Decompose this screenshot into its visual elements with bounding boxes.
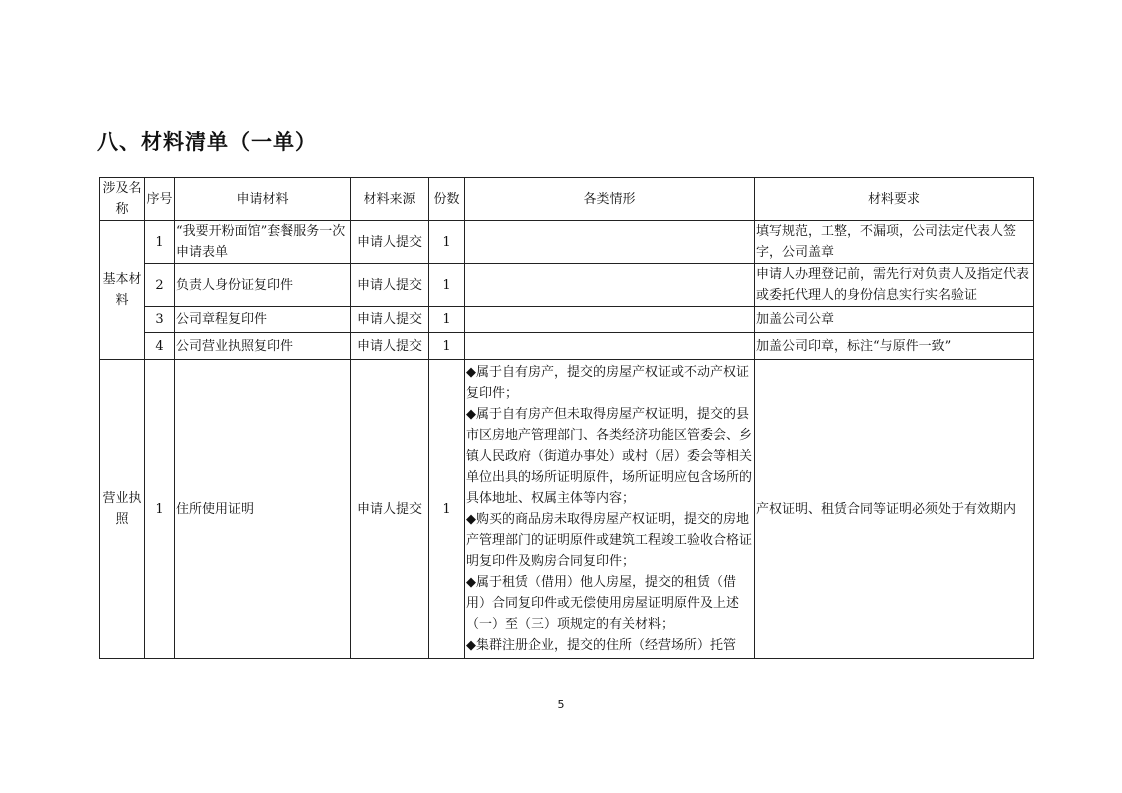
requirements-cell: 加盖公司公章: [755, 307, 1034, 333]
material-cell: 公司章程复印件: [175, 307, 351, 333]
materials-table: [99, 177, 1034, 659]
material-cell: 负责人身份证复印件: [175, 264, 351, 307]
situations-cell: [465, 221, 755, 264]
source-cell: 申请人提交: [351, 307, 429, 333]
copies-cell: 1: [429, 360, 465, 659]
situation-item: ◆属于自有房产但未取得房屋产权证明，提交的县市区房地产管理部门、各类经济功能区管委会、乡镇人民政府（街道办事处）或村（居）委会等相关单位出具的场所证明原件，场所证明应包含场所的具体地址、权属主体等内容；: [466, 407, 753, 506]
header-source: 材料来源: [351, 178, 429, 221]
situation-item: ◆集群注册企业，提交的住所（经营场所）托管: [466, 638, 736, 653]
header-material: 申请材料: [175, 178, 351, 221]
header-situations: 各类情形: [465, 178, 755, 221]
situations-cell: [465, 307, 755, 333]
page-title: 八、材料清单（一单）: [97, 130, 317, 154]
seq-cell: 1: [145, 221, 175, 264]
copies-cell: 1: [429, 333, 465, 360]
table-header-row: [100, 178, 1034, 221]
source-cell: 申请人提交: [351, 264, 429, 307]
situation-item: ◆属于租赁（借用）他人房屋，提交的租赁（借用）合同复印件或无偿使用房屋证明原件及上述（一）至（三）项规定的有关材料；: [466, 575, 740, 632]
material-cell: “我要开粉面馆”套餐服务一次申请表单: [175, 221, 351, 264]
seq-cell: 1: [145, 360, 175, 659]
situations-cell: [465, 264, 755, 307]
situations-cell: [465, 360, 755, 659]
copies-cell: 1: [429, 307, 465, 333]
situations-cell: [465, 333, 755, 360]
situation-item: ◆购买的商品房未取得房屋产权证明，提交的房地产管理部门的证明原件或建筑工程竣工验收合格证明复印件及购房合同复印件；: [466, 512, 753, 569]
situation-item: ◆属于自有房产，提交的房屋产权证或不动产权证复印件；: [466, 365, 749, 401]
source-cell: 申请人提交: [351, 221, 429, 264]
header-category: 涉及名称: [100, 178, 145, 221]
requirements-cell: 产权证明、租赁合同等证明必须处于有效期内: [755, 360, 1034, 659]
copies-cell: 1: [429, 264, 465, 307]
table-row: [100, 264, 1034, 307]
header-copies: 份数: [429, 178, 465, 221]
category-cell: 基本材料: [100, 221, 145, 360]
page-number: 5: [557, 698, 565, 711]
source-cell: 申请人提交: [351, 333, 429, 360]
requirements-cell: 加盖公司印章，标注“与原件一致”: [755, 333, 1034, 360]
table-row: [100, 360, 1034, 659]
category-cell: 营业执照: [100, 360, 145, 659]
copies-cell: 1: [429, 221, 465, 264]
material-cell: 住所使用证明: [175, 360, 351, 659]
requirements-cell: 填写规范，工整，不漏项，公司法定代表人签字，公司盖章: [755, 221, 1034, 264]
header-seq: 序号: [145, 178, 175, 221]
requirements-cell: 申请人办理登记前，需先行对负责人及指定代表或委托代理人的身份信息实行实名验证: [755, 264, 1034, 307]
header-requirements: 材料要求: [755, 178, 1034, 221]
table-row: [100, 307, 1034, 333]
seq-cell: 2: [145, 264, 175, 307]
seq-cell: 4: [145, 333, 175, 360]
seq-cell: 3: [145, 307, 175, 333]
material-cell: 公司营业执照复印件: [175, 333, 351, 360]
table-row: [100, 333, 1034, 360]
source-cell: 申请人提交: [351, 360, 429, 659]
table-row: [100, 221, 1034, 264]
